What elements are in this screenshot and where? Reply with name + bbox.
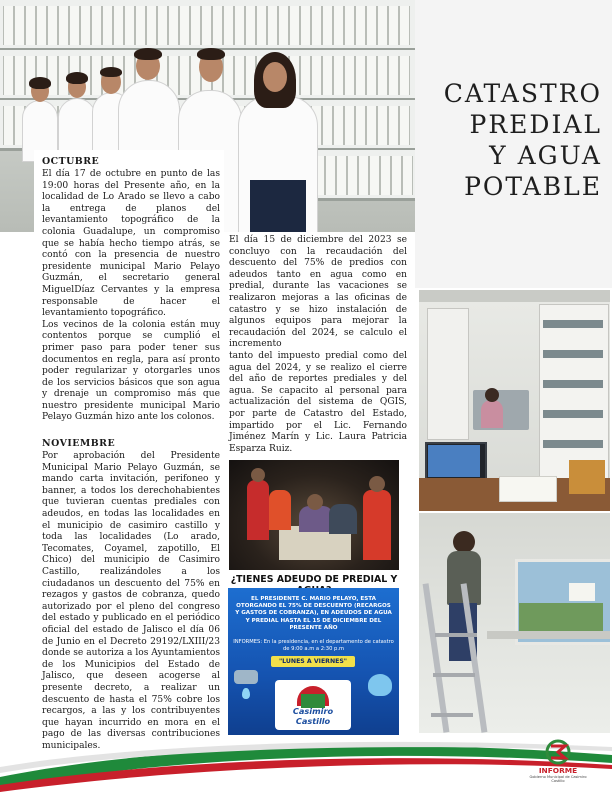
binder [322, 106, 333, 145]
december-paragraph-1: El día 15 de diciembre del 2023 se concluyo con la recaudación del descuento del 75% de predios con adeudos tanto en agua como en predial, durante las vacaciones se realizaron mejoras a las oficinas de catastro y se hizo instalación de algunos equipos para mejorar la recaudación del 2024, se calculo el incremento [229, 235, 407, 350]
binder [300, 56, 311, 95]
binder [179, 6, 190, 45]
binder [256, 6, 267, 45]
flyer-days-badge: "LUNES A VIERNES" [271, 656, 355, 667]
binder [388, 6, 399, 45]
middle-text-column [229, 235, 407, 455]
page-title [415, 78, 602, 202]
binder [212, 6, 223, 45]
binder [69, 6, 80, 45]
binder [14, 6, 25, 45]
flyer-caption: ¿TIENES ADEUDO DE PREDIAL Y [230, 574, 398, 585]
binder [391, 156, 402, 195]
binder [223, 6, 234, 45]
binder [234, 6, 245, 45]
binder [377, 56, 388, 95]
binder [91, 6, 102, 45]
binder [234, 56, 245, 95]
binder [358, 156, 369, 195]
binder [58, 6, 69, 45]
october-heading: OCTUBRE [42, 156, 100, 167]
binder [102, 6, 113, 45]
december-paragraph-2: tanto del impuesto predial como del agua del 2024, y se realizo el cierre del año de reportes prediales y del agua. Se capacito al personal para actualización del sistema de QGIS, por parte de Catastro del Estado, impartido por el Lic. Fernando Jiménez Marín y Lic. Laura Patricia Esparza Ruiz. [229, 350, 407, 454]
municipality-logo [275, 680, 351, 730]
municipality-logo-text: Casimiro Castillo [292, 706, 334, 726]
november-heading: NOVIEMBRE [42, 438, 116, 450]
binder [179, 56, 190, 95]
october-paragraph-2: Los vecinos de la colonia están muy contentos porque se cumplió el primer paso para poder tener sus documentos en regla, para así pronto poder regularizar y otorgarles unos de los servicios básicos que son agua y drenaje un compromiso más que nuestro presidente municipal Mario Pelayo Guzmán hizo ante los colonos. [42, 319, 220, 423]
binder [311, 56, 322, 95]
binder [344, 6, 355, 45]
binder [377, 6, 388, 45]
binder [333, 6, 344, 45]
binder [245, 6, 256, 45]
binder [311, 6, 322, 45]
title-line-1: CATASTRO [443, 79, 602, 108]
water-drop-icon [242, 688, 250, 699]
binder [3, 56, 14, 95]
binder [388, 106, 399, 145]
binder [366, 6, 377, 45]
title-panel [415, 0, 612, 288]
binder [146, 6, 157, 45]
informe-logo [529, 738, 587, 788]
binder [14, 56, 25, 95]
binder [322, 56, 333, 95]
binder [168, 6, 179, 45]
binder [347, 156, 358, 195]
binder [344, 56, 355, 95]
binder [157, 6, 168, 45]
hands-drop-icon [368, 674, 392, 696]
title-line-4: POTABLE [464, 172, 602, 201]
binder [333, 106, 344, 145]
binder [25, 6, 36, 45]
binder [267, 6, 278, 45]
binder [113, 6, 124, 45]
binder [36, 6, 47, 45]
binder [333, 56, 344, 95]
november-paragraph-1: Por aprobación del Presidente Municipal Mario Pelayo Guzmán, se mando carta invitación, perifoneo y banner, a todos los derechohabientes que tuvieran cuentas prediales con adeudos, en todas las localidades en el municipio de casimiro castillo y toda las localidades (Lo arado, Tecomates, Coyamel, zapotillo, El Chico) del municipio de Casimiro Castillo, realizándoles a los ciudadanos un descuento del 75% en rezagos y gastos de cobranza, quedo autorizado por el pleno del congreso del estado y publicado en el periódico oficial del estado de Jalisco el día 06 de Junio en el Decreto 29192/LXIII/23 donde se autoriza a los Ayuntamientos de los Municipios del Estado de Jalisco, que deseen acogerse al presente decreto, a realizar un descuento de hasta el 75% cobre los recargos, a las y los contribuyentes que hayan incurrido en mora en el pago de las diversas contribuciones municipales. [42, 451, 220, 751]
flyer-main-text: EL PRESIDENTE C. MARIO PELAYO, ESTA OTORGANDO EL 75% DE DESCUENTO (RECARGOS Y GASTOS DE COBRANZA), EN ADEUDOS DE AGUA Y PREDIAL HASTA EL 15 DE DICIEMBRE DEL PRESENTE AÑO [235, 596, 392, 631]
flyer-info-text: INFORMES: En la presidencia, en el departamento de catastro de 9:00 a.m a 2:30 p.m [233, 639, 394, 652]
binder [300, 6, 311, 45]
informe-emblem-icon [545, 738, 571, 766]
binder [322, 6, 333, 45]
community-meeting-photo [229, 460, 399, 570]
title-line-3: Y AGUA [489, 141, 602, 170]
binder [190, 6, 201, 45]
binder [377, 106, 388, 145]
binder [344, 106, 355, 145]
binder [380, 156, 391, 195]
binder [124, 6, 135, 45]
binder [278, 6, 289, 45]
binder [402, 156, 413, 195]
binder [355, 106, 366, 145]
informe-title: INFORME [538, 766, 578, 775]
binder [336, 156, 347, 195]
office-photo [419, 290, 610, 511]
binder [289, 6, 300, 45]
binder [135, 6, 146, 45]
decorative-stripe [0, 737, 612, 792]
binder [399, 56, 410, 95]
binder [366, 56, 377, 95]
binder [201, 6, 212, 45]
informe-subtitle: Gobierno Municipal de Casimiro Castillo [529, 775, 587, 784]
binder [91, 56, 102, 95]
binder [80, 6, 91, 45]
binder [369, 156, 380, 195]
installation-work-photo [419, 513, 610, 733]
binder [355, 6, 366, 45]
binder [3, 6, 14, 45]
binder [355, 56, 366, 95]
binder [399, 6, 410, 45]
discount-flyer [228, 588, 399, 735]
binder [388, 56, 399, 95]
left-text-column [34, 150, 224, 750]
binder [366, 106, 377, 145]
title-line-2: PREDIAL [469, 110, 602, 139]
binder [325, 156, 336, 195]
binder [47, 6, 58, 45]
october-paragraph-1: El día 17 de octubre en punto de las 19:00 horas del Presente año, en la localidad de Lo Arado se llevo a cabo la entrega de planos del levantamiento topográfico de la colonia Guadalupe, un compromiso que se había hecho tiempo atrás, se contó con la presencia de nuestro presidente municipal Mario Pelayo Guzmán, el secretario general MiguelDíaz Cervantes y la empresa responsable de hacer el levantamiento topográfico. [42, 169, 220, 319]
faucet-icon [234, 670, 258, 684]
binder [223, 56, 234, 95]
binder [3, 106, 14, 145]
binder [399, 106, 410, 145]
